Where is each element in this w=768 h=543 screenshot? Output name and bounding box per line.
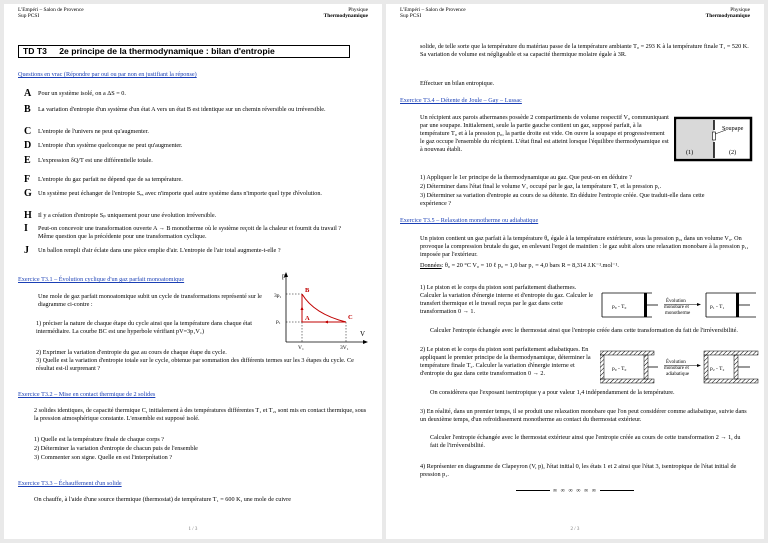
svg-text:monobare et: monobare et xyxy=(664,366,689,371)
header-subject: Physique xyxy=(730,7,750,13)
exercise-item: 2) Déterminer dans l'état final le volume V₁ occupé par le gaz, la température T₁ et la pression p₁. xyxy=(420,183,662,190)
question-item: E L'expression δQ/T est une différentielle totale. xyxy=(24,155,153,166)
exercise-item: 2) Le piston et le corps du piston sont parfaitement adiabatiques. En appliquant le premier principe de la thermodynamique, déterminer la température finale T₂. Calculer la variation d'énergie interne et d'entropie du gaz dans cette transformation 0 → 2. xyxy=(420,346,591,377)
exercise-data xyxy=(420,262,619,270)
questions-heading: Questions en vrac (Répondre par oui ou par non en justifiant la réponse) xyxy=(18,71,197,78)
exercise-task: Effectuer un bilan entropique. xyxy=(420,80,495,87)
exercise-intro: 2 solides identiques, de capacité thermique C, initialement à des températures différentes T₁ et T₂, sont mis en contact thermique, sous la pression atmosphérique constante. L'ensemble est supposé isolé. xyxy=(34,407,367,422)
header-topic: Thermodynamique xyxy=(705,13,750,20)
exercise-intro: Un piston contient un gaz parfait à la température θ₀ égale à la température extérieure, sous la pression p₀, dans un volume V₀. On provoque la compression brutale du gaz, en enlevant l'ergot de maintien : le gaz subit alors une relaxation monobare à la pression p₁, imposée par l'extérieur. xyxy=(420,235,749,258)
state-1: p₁ - T₁ xyxy=(710,304,725,310)
exercise-heading: Exercice T3.3 – Échauffement d'un solide xyxy=(18,480,122,487)
pv-cycle-diagram xyxy=(274,270,374,350)
question-item: G Un système peut échanger de l'entropie Sₑₓ avec n'importe quel autre système dans n'importe quel type d'évolution. xyxy=(24,188,322,199)
exercise-item: 4) Représenter en diagramme de Clapeyron (V, p), l'état initial 0, les états 1 et 2 ainsi que l'état 3, isentropique de l'état initial de pression p₁. xyxy=(420,463,737,478)
exercise-item: 1) Quelle est la température finale de chaque corps ? xyxy=(34,436,165,443)
exercise-item: 3) En réalité, dans un premier temps, il se produit une relaxation monobare que l'on peut considérer comme adiabatique, suivie dans un deuxième temps, d'un refroidissement monotherme au contact du thermostat extérieur. xyxy=(420,408,747,423)
tick-v1: V₁ xyxy=(298,345,304,350)
point-c: C xyxy=(348,314,353,321)
tick-3v1: 3V₁ xyxy=(340,345,349,350)
td-title: 2e principe de la thermodynamique : bilan d'entropie xyxy=(59,46,275,56)
page-number: 2 / 3 xyxy=(570,526,580,532)
exercise-intro: Un récipient aux parois athermanes possède 2 compartiments de volume respectif V₀ communiquant par une soupape. Initialement, seule la partie gauche contient un gaz, supposé parfait, à la température T₀ et à la pression p₀, la partie droite est vide. On ouvre la soupape et progressivement le gaz occupe l'ensemble du récipient. L'état final est atteint lorsque l'équilibre thermodynamique est à nouveau établi. xyxy=(420,114,669,153)
exercise-item: 2) Déterminer la variation d'entropie de chacun puis de l'ensemble xyxy=(34,445,198,452)
exercise-item: 2) Exprimer la variation d'entropie du gaz au cours de chaque étape du cycle. xyxy=(36,349,227,356)
axis-label-p: p xyxy=(282,272,286,280)
question-item: D L'entropie d'un système quelconque ne peut qu'augmenter. xyxy=(24,140,183,151)
exercise-heading: Exercice T3.2 – Mise en contact thermique de 2 solides xyxy=(18,391,156,398)
compartment-2: (2) xyxy=(729,149,737,156)
point-b: B xyxy=(305,287,310,294)
header-class: Sup PCSI xyxy=(400,13,422,20)
axis-label-v: V xyxy=(360,330,366,338)
piston-diagram-adiabatique xyxy=(600,346,760,388)
header-topic: Thermodynamique xyxy=(323,13,368,20)
page-number: 1 / 3 xyxy=(188,526,198,532)
joule-gay-lussac-diagram xyxy=(674,116,754,162)
state-0: p₀ - T₀ xyxy=(612,304,627,310)
state-2: p₂ - T₂ xyxy=(710,366,725,372)
exercise-intro: On chauffe, à l'aide d'une source thermique (thermostat) de température T₁ = 600 K, une mole de cuivre xyxy=(34,496,291,503)
exercise-heading: Exercice T3.5 – Relaxation monotherme ou adiabatique xyxy=(400,217,539,224)
header-school: L'Empéri – Salon de Provence xyxy=(18,7,84,13)
question-item: C L'entropie de l'univers ne peut qu'augmenter. xyxy=(24,126,149,137)
exercise-continuation: solide, de telle sorte que la température du matériau passe de la température ambiante T₀ = 293 K à la température finale T₁ = 520 K. Sa variation de volume est négligeable et sa capacité thermique molaire égale à 3R. xyxy=(420,43,749,58)
exercise-heading: Exercice T3.1 – Évolution cyclique d'un gaz parfait monoatomique xyxy=(18,276,185,283)
question-item: F L'entropie du gaz parfait ne dépend que de sa température. xyxy=(24,174,183,185)
svg-text:Évolution: Évolution xyxy=(666,299,686,304)
data-values: : θ₀ = 20 °C V₀ = 10 ℓ p₀ = 1,0 bar p₁ = 4,0 bars R = 8,314 J.K⁻¹.mol⁻¹. xyxy=(441,262,619,269)
page-2 xyxy=(386,4,764,539)
exercise-heading: Exercice T3.4 – Détente de Joule – Gay – Lussac xyxy=(400,97,522,104)
exercise-item: Calculer l'entropie échangée avec le thermostat extérieur ainsi que l'entropie créée au cours de cette transformation 2 → 1, du fait de l'irréversibilité. xyxy=(430,434,741,449)
svg-text:monotherme: monotherme xyxy=(665,311,691,316)
svg-text:monobare et: monobare et xyxy=(664,305,689,310)
question-item: A Pour un système isolé, on a ΔS = 0. xyxy=(24,88,126,99)
state-0: p₀ - T₀ xyxy=(612,366,627,372)
valve-label: Soupape xyxy=(722,125,744,132)
svg-text:Évolution: Évolution xyxy=(666,360,686,365)
tick-p1: p₁ xyxy=(276,319,281,325)
question-item: B La variation d'entropie d'un système d'un état A vers un état B est identique sur un chemin réversible ou irréversible. xyxy=(24,104,326,115)
exercise-item: 1) Le piston et le corps du piston sont parfaitement diathermes. Calculer la variation d'énergie interne et d'entropie du gaz. Calculer le transfert thermique et le travail reçus par le gaz dans cette transformation 0 → 1. xyxy=(420,284,594,315)
compartment-1: (1) xyxy=(686,149,694,156)
exercise-intro: Une mole de gaz parfait monoatomique subit un cycle de transformations représenté sur le diagramme ci-contre : xyxy=(38,293,262,308)
header-school: L'Empéri – Salon de Provence xyxy=(400,7,466,13)
exercise-item: Calculer l'entropie échangée avec le thermostat ainsi que l'entropie créée dans cette transformation du fait de l'irréversibilité. xyxy=(430,327,738,334)
tick-3p1: 3p₁ xyxy=(274,293,282,299)
point-a: A xyxy=(305,315,310,322)
exercise-item: 3) Déterminer sa variation d'entropie au cours de sa détente. En déduire l'entropie créée. Que traduit-elle dans cette expérience ? xyxy=(420,192,705,207)
end-mark: ∞ ∞ ∞ ∞ ∞ ∞ xyxy=(386,488,764,496)
exercise-note: On considèrera que l'exposant isentropique γ a pour valeur 1,4 indépendamment de la température. xyxy=(430,389,675,396)
question-item: I Peut-on concevoir une transformation ouverte A → B monotherme où le système reçoit de la chaleur et fournit du travail ? Même question que la précédente pour une transformation cyclique. xyxy=(24,223,342,240)
page-title xyxy=(18,45,350,58)
svg-text:adiabatique: adiabatique xyxy=(666,372,690,377)
exercise-item: 3) Commenter son signe. Quelle en est l'interprétation ? xyxy=(34,454,173,461)
td-label: TD T3 xyxy=(23,46,47,56)
exercise-item: 3) Quelle est la variation d'entropie totale sur le cycle, obtenue par sommation des différents termes sur les 3 étapes du cycle. Ce résultat est-il surprenant ? xyxy=(36,357,354,372)
piston-diagram-monotherme xyxy=(600,285,760,325)
data-label: Données xyxy=(420,262,442,269)
exercise-item: 1) préciser la nature de chaque étape du cycle ainsi que la température dans chaque état intermédiaire. La courbe BC est une hyperbole vérifiant pV=3p₁V₁) xyxy=(36,320,252,335)
page-1 xyxy=(4,4,382,539)
exercise-item: 1) Appliquer le 1er principe de la thermodynamique au gaz. Que peut-on en déduire ? xyxy=(420,174,632,181)
question-item: J Un ballon rempli d'air éclate dans une pièce emplie d'air. L'entropie de l'air total augmente-t-elle ? xyxy=(24,245,281,256)
header-subject: Physique xyxy=(348,7,368,13)
question-item: H Il y a création d'entropie Sₚ uniquement pour une évolution irréversible. xyxy=(24,210,217,221)
header-class: Sup PCSI xyxy=(18,13,40,20)
